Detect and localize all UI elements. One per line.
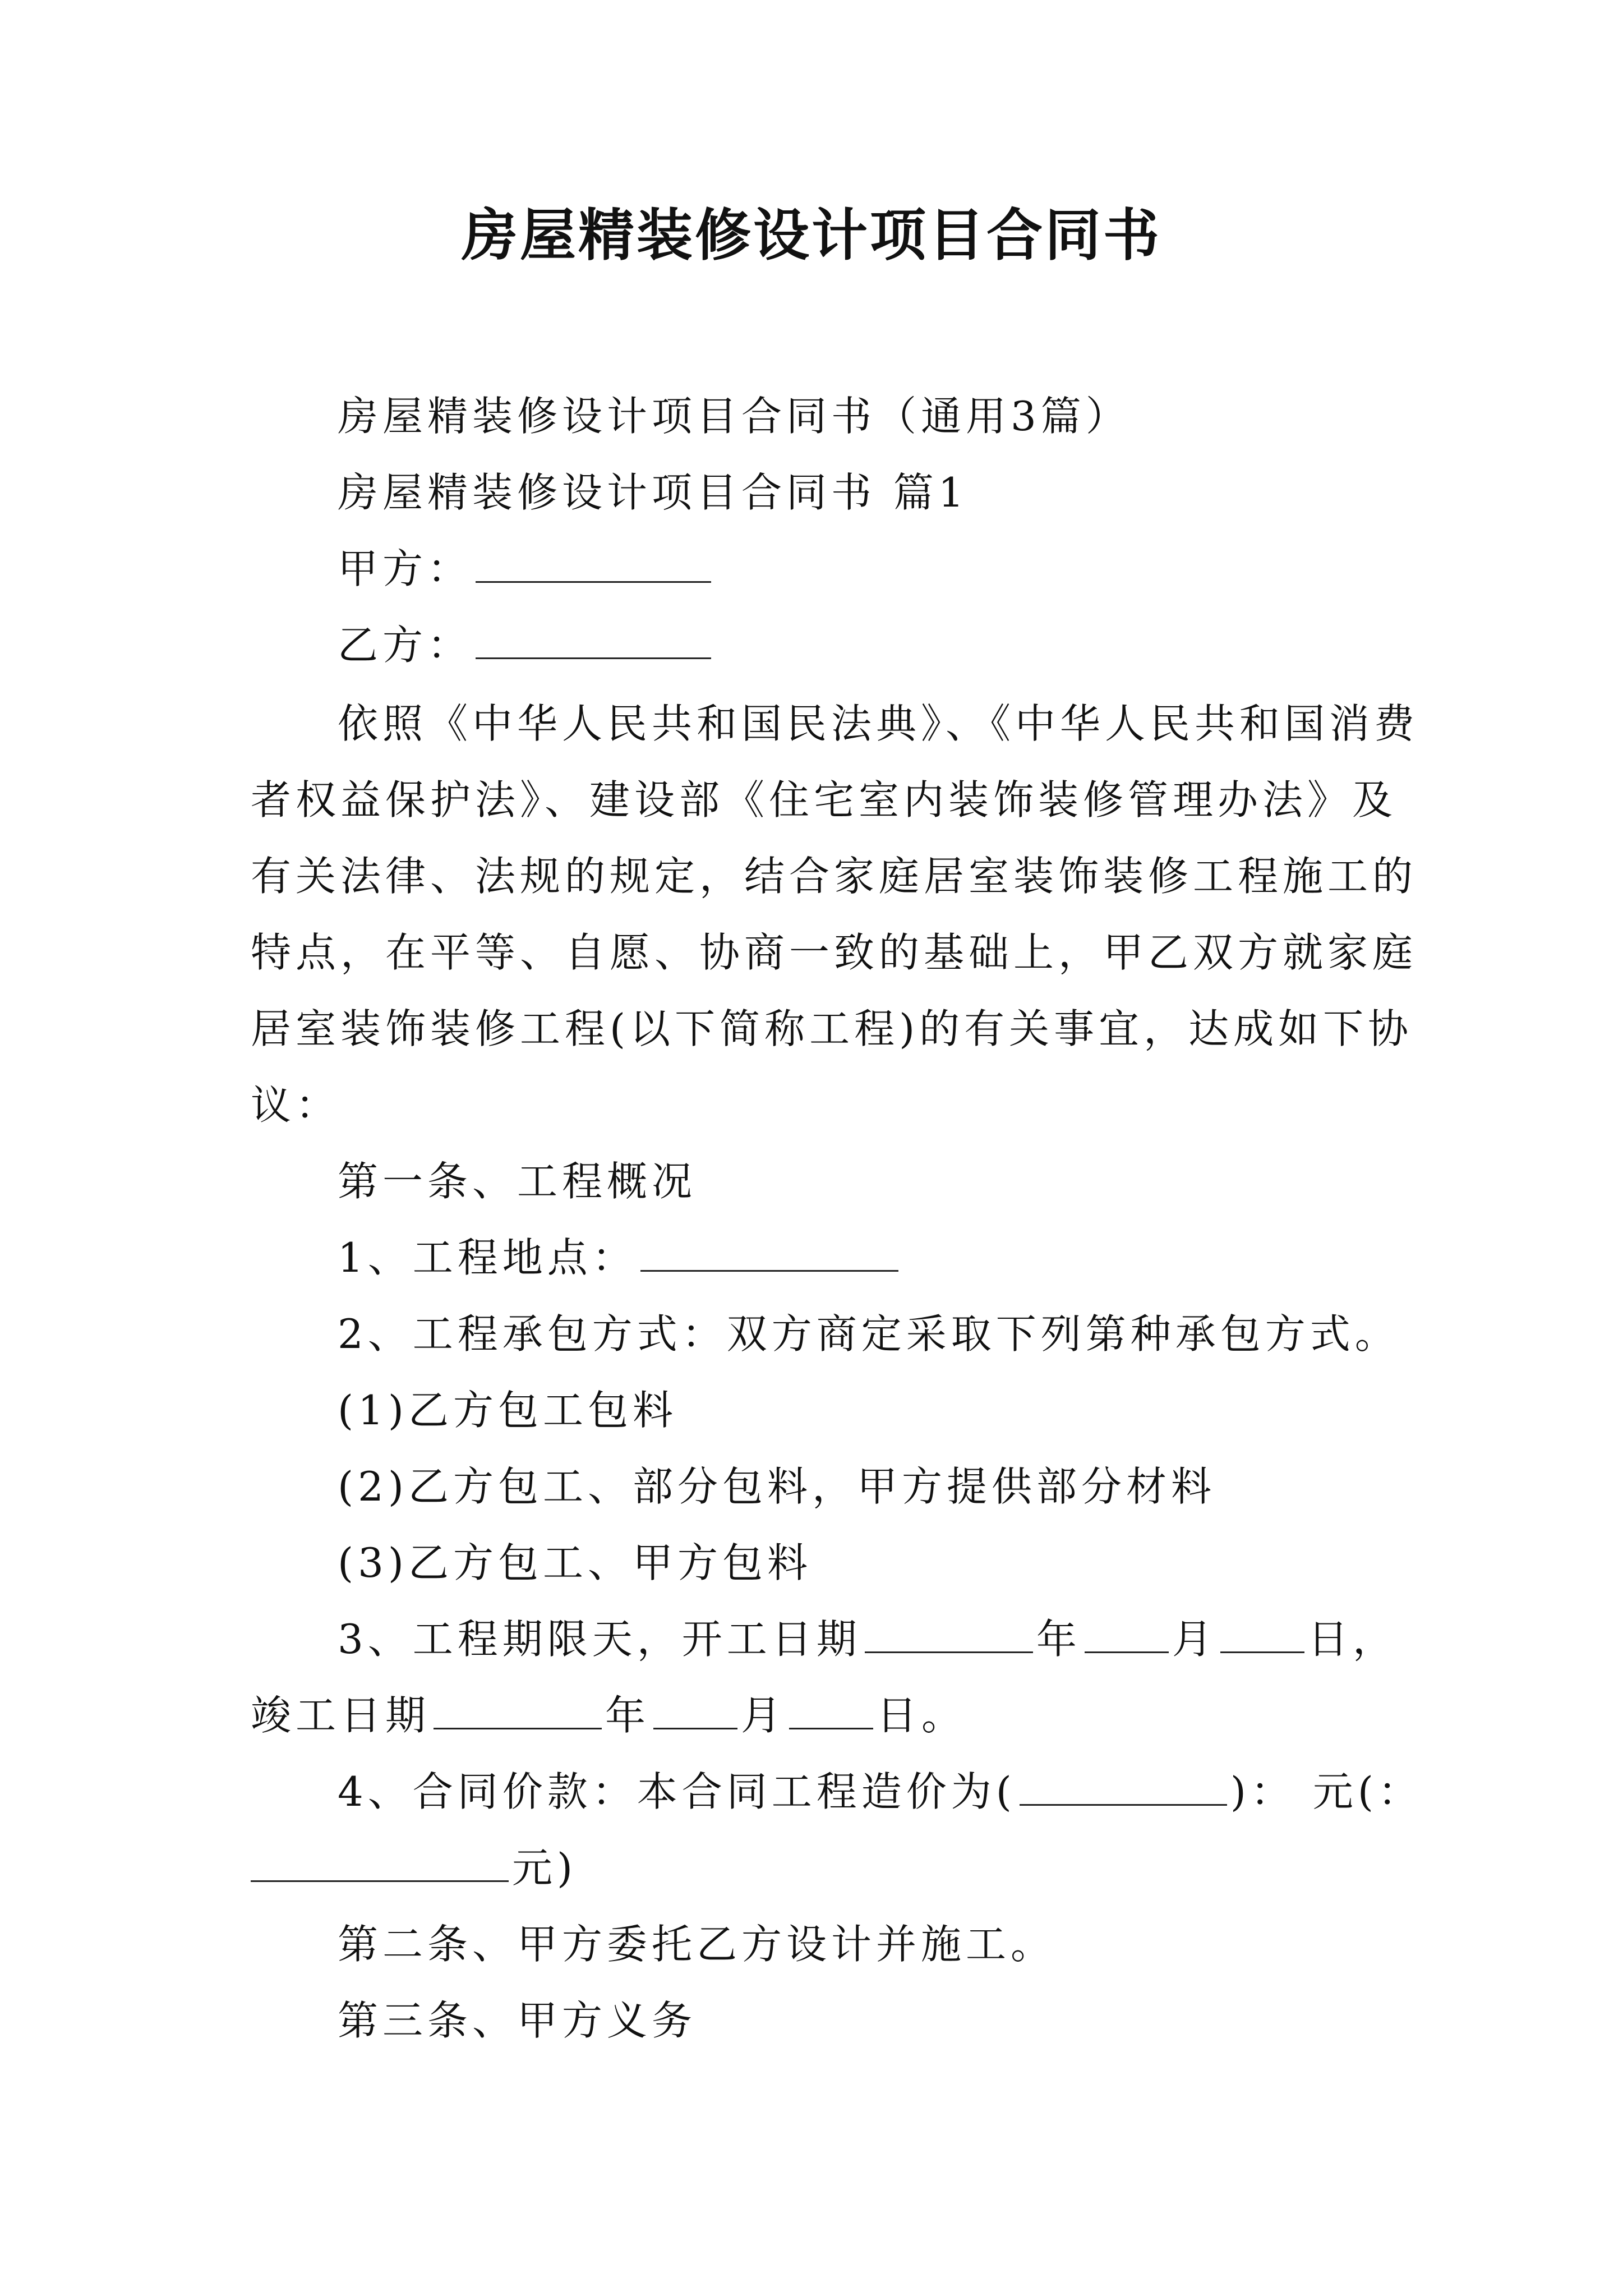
start-year-blank [865,1617,1033,1653]
preamble-line-3: 有关法律、法规的规定，结合家庭居室装饰装修工程施工的 [251,853,1418,900]
end-day-blank [789,1693,873,1729]
article-2: 第二条、甲方委托乙方设计并施工。 [338,1921,1056,1968]
end-month-label: 月 [741,1692,786,1739]
item-2: 2、工程承包方式：双方商定采取下列第种承包方式。 [338,1310,1400,1358]
project-location-blank [640,1235,898,1272]
document-subtitle: 房屋精装修设计项目合同书（通用3篇） [338,393,1131,440]
item-1-line [338,1230,902,1286]
option-1: (1)乙方包工包料 [338,1387,677,1434]
party-b-label: 乙方： [338,622,473,669]
item-4-prefix: 4、合同价款：本合同工程造价为( [338,1768,1016,1815]
section-heading: 房屋精装修设计项目合同书 篇1 [338,469,969,516]
item-3-line-1 [338,1611,1398,1667]
party-a-line [338,541,714,597]
end-day-label: 日。 [877,1692,967,1739]
article-1-heading: 第一条、工程概况 [338,1158,697,1205]
start-day-label: 日， [1307,1616,1398,1663]
end-year-label: 年 [605,1692,651,1739]
start-month-blank [1085,1617,1169,1653]
preamble-line-6: 议： [251,1082,341,1129]
party-a-label: 甲方： [338,545,473,592]
end-year-blank [434,1693,602,1729]
completion-prefix: 竣工日期 [251,1692,431,1739]
start-day-blank [1220,1617,1304,1653]
article-3-heading: 第三条、甲方义务 [338,1997,697,2044]
party-a-blank [476,546,711,583]
item-3-line-2 [251,1687,966,1743]
option-2: (2)乙方包工、部分包料，甲方提供部分材料 [338,1463,1216,1510]
contract-price-capital-blank [251,1846,509,1882]
item-4-end: 元) [512,1844,578,1892]
item-4-mid: )： 元(： [1230,1768,1423,1815]
preamble-line-5: 居室装饰装修工程(以下简称工程)的有关事宜，达成如下协 [251,1005,1413,1052]
party-b-blank [476,623,711,659]
preamble-line-4: 特点，在平等、自愿、协商一致的基础上，甲乙双方就家庭 [251,929,1418,976]
party-b-line [338,617,714,673]
item-3-prefix: 3、工程期限天，开工日期 [338,1616,861,1663]
item-4-line-1 [338,1764,1423,1820]
start-year-label: 年 [1036,1616,1081,1663]
contract-price-blank [1020,1769,1227,1806]
item-4-line-2 [251,1840,577,1896]
preamble-line-1: 依照《中华人民共和国民法典》、《中华人民共和国消费 [338,700,1419,747]
preamble-line-2: 者权益保护法》、建设部《住宅室内装饰装修管理办法》及 [251,776,1398,823]
document-title: 房屋精装修设计项目合同书 [462,203,1161,268]
item-1-label: 1、工程地点： [338,1234,637,1281]
option-3: (3)乙方包工、甲方包料 [338,1539,812,1586]
end-month-blank [653,1693,737,1729]
start-month-label: 月 [1172,1616,1217,1663]
